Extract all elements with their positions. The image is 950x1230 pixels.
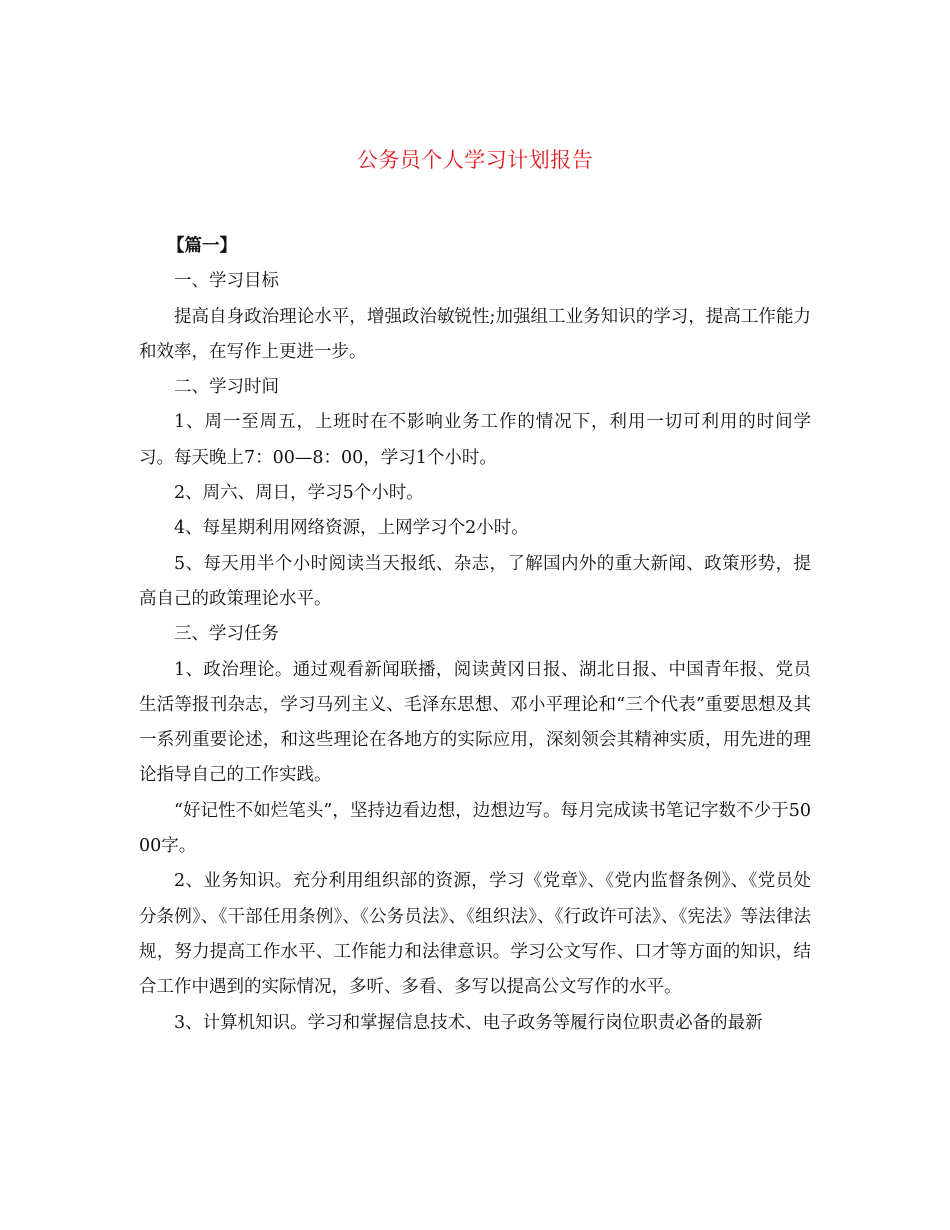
paragraph-reading-notes: “好记性不如烂笔头”，坚持边看边想，边想边写。每月完成读书笔记字数不少于5000字。 [139,800,811,857]
document-title: 公务员个人学习计划报告 [356,148,594,172]
paragraph-newspaper-reading: 5、每天用半个小时阅读当天报纸、杂志，了解国内外的重大新闻、政策形势，提高自己的政策理论水平。 [139,553,811,609]
section-heading-part-one: 【篇一】 [167,236,237,256]
paragraph-online-study: 4、每星期利用网络资源，上网学习个2小时。 [174,518,529,539]
heading-study-goals: 一、学习目标 [174,271,279,292]
paragraph-weekday-study: 1、周一至周五，上班时在不影响业务工作的情况下，利用一切可利用的时间学习。每天晚上7：00—8：00，学习1个小时。 [139,412,811,468]
paragraph-weekend-study: 2、周六、周日，学习5个小时。 [174,483,424,504]
paragraph-political-theory: 1、政治理论。通过观看新闻联播，阅读黄冈日报、湖北日报、中国青年报、党员生活等报刊杂志，学习马列主义、毛泽东思想、邓小平理论和“三个代表”重要思想及其一系列重要论述，和这些理论在各地方的实际应用，深刻领会其精神实质，用先进的理论指导自己的工作实践。 [139,659,811,786]
paragraph-study-goals: 提高自身政治理论水平，增强政治敏锐性;加强组工业务知识的学习，提高工作能力和效率，在写作上更进一步。 [139,306,811,362]
document-body [139,229,811,1041]
heading-study-time: 二、学习时间 [174,377,279,398]
heading-study-tasks: 三、学习任务 [174,624,279,645]
paragraph-business-knowledge: 2、业务知识。充分利用组织部的资源，学习《党章》、《党内监督条例》、《党员处分条例》、《干部任用条例》、《公务员法》、《组织法》、《行政许可法》、《宪法》等法律法规，努力提高工作水平、工作能力和法律意识。学习公文写作、口才等方面的知识，结合工作中遇到的实际情况，多听、多看、多写以提高公文写作的水平。 [139,871,811,998]
paragraph-computer-knowledge: 3、计算机知识。学习和掌握信息技术、电子政务等履行岗位职责必备的最新 [174,1012,763,1033]
